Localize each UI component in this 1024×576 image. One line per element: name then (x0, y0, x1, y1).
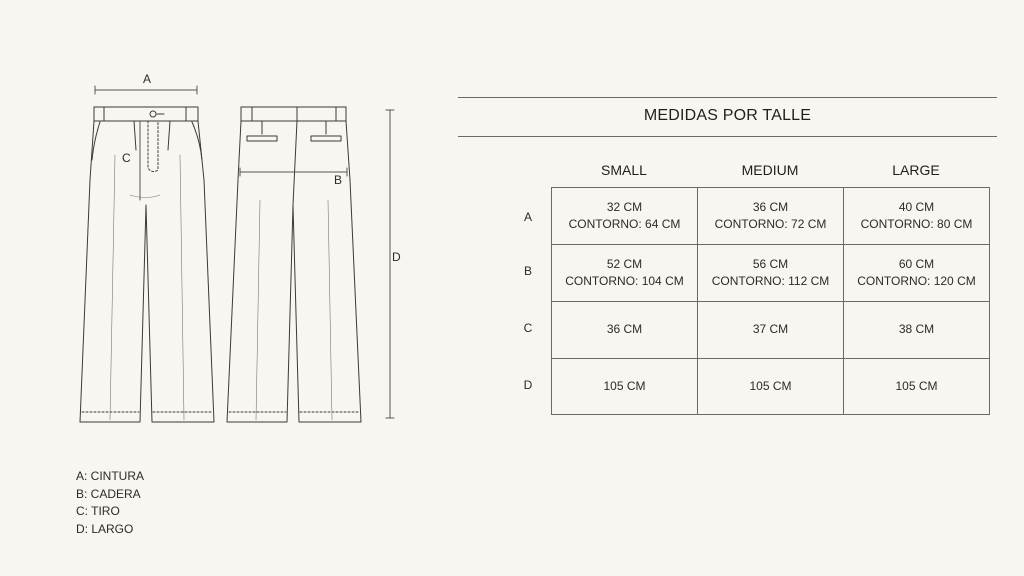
legend-item: B: CADERA (76, 486, 141, 501)
front-view (80, 86, 214, 422)
cell-value: 38 CM (898, 322, 935, 337)
table-cell (844, 302, 990, 359)
cell-value: 56 CM (752, 256, 789, 271)
cell-value: 36 CM (606, 322, 643, 337)
table-row (552, 188, 990, 245)
row-header-d: D (523, 378, 533, 392)
table-cell (844, 245, 990, 302)
column-header-large: LARGE (892, 162, 940, 178)
dimension-label-c: C (122, 151, 131, 165)
trousers-sketch (60, 60, 440, 440)
table-cell (698, 359, 844, 415)
table-cell (844, 188, 990, 245)
row-header-b: B (523, 264, 532, 278)
table-cell (698, 188, 844, 245)
legend-item: D: LARGO (76, 521, 134, 536)
table-cell (844, 359, 990, 415)
cell-value: 52 CM (606, 256, 643, 271)
cell-contour: CONTORNO: 72 CM (714, 217, 827, 231)
size-table-title: MEDIDAS POR TALLE (643, 107, 812, 124)
table-cell (698, 245, 844, 302)
cell-value: 32 CM (606, 199, 643, 214)
cell-value: 40 CM (898, 199, 935, 214)
row-header-a: A (523, 210, 532, 224)
measurement-legend (76, 468, 144, 538)
cell-value: 60 CM (898, 256, 935, 271)
dimension-label-d: D (392, 250, 401, 264)
table-row (552, 359, 990, 415)
table-cell (698, 302, 844, 359)
table-row (552, 245, 990, 302)
column-header-medium: MEDIUM (741, 162, 799, 178)
title-bottom-rule (458, 136, 997, 137)
table-cell (552, 245, 698, 302)
cell-contour: CONTORNO: 64 CM (568, 217, 681, 231)
table-cell (552, 302, 698, 359)
column-header-small: SMALL (601, 162, 647, 178)
cell-contour: CONTORNO: 104 CM (565, 274, 684, 288)
legend-item: C: TIRO (76, 504, 120, 518)
table-cell (552, 188, 698, 245)
cell-value: 105 CM (603, 378, 646, 393)
cell-value: 36 CM (752, 199, 789, 214)
row-header-c: C (523, 321, 533, 335)
back-view (227, 107, 394, 422)
table-cell (552, 359, 698, 415)
dimension-label-a: A (143, 72, 152, 86)
cell-value: 37 CM (752, 322, 789, 337)
cell-contour: CONTORNO: 112 CM (711, 274, 830, 288)
dimension-label-b: B (334, 173, 343, 187)
cell-value: 105 CM (749, 378, 792, 393)
cell-value: 105 CM (895, 378, 938, 393)
cell-contour: CONTORNO: 80 CM (860, 217, 973, 231)
legend-item: A: CINTURA (76, 469, 145, 483)
title-top-rule (458, 97, 997, 98)
size-table (551, 187, 990, 415)
cell-contour: CONTORNO: 120 CM (857, 274, 976, 288)
trousers-technical-drawing (60, 60, 440, 440)
table-row (552, 302, 990, 359)
